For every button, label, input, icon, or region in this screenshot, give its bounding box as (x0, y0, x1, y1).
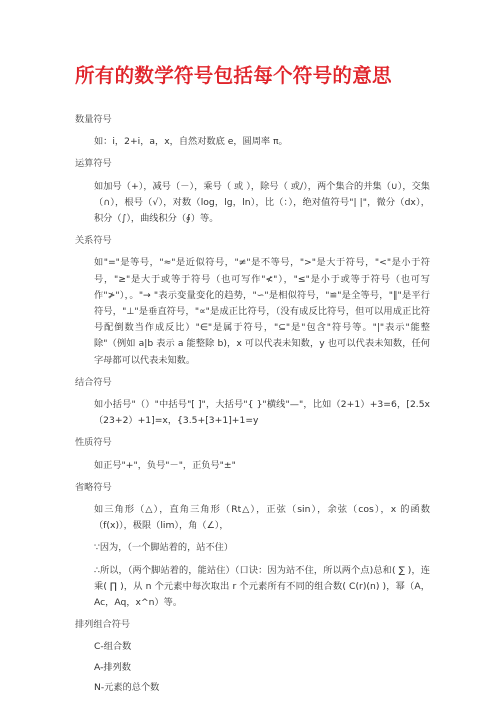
section-heading-relation: 关系符号 (75, 235, 112, 247)
section-heading-grouping: 结合符号 (75, 376, 112, 388)
section-heading-operation: 运算符号 (75, 158, 112, 170)
section-paragraph: 如加号（+），减号（－），乘号（ 或 ），除号（ 或/），两个集合的并集（∪），交集（∩），根号（√），对数（log，lg，ln），比（：），绝对值符号"| |"，微分（dx），积分（∫），曲线积分（∮）等。 (94, 180, 430, 225)
section-paragraph: 如：i，2+i，a，x，自然对数底 e，圆周率 π。 (94, 136, 288, 148)
section-paragraph: 如小括号"（）"中括号"[ ]"，大括号"{ }"横线"—"，比如（2+1）+3=6，[2.5x（23+2）+1]=x，{3.5+[3+1]+1=y (94, 399, 430, 427)
section-heading-sign: 性质符号 (75, 437, 112, 449)
section-heading-combinatorics: 排列组合符号 (75, 619, 131, 631)
section-heading-quantity: 数量符号 (75, 114, 112, 125)
section-paragraph: ∵因为，（一个脚站着的，站不住） (94, 542, 234, 554)
list-item: N-元素的总个数 (94, 681, 160, 693)
list-item: A-排列数 (94, 661, 131, 673)
section-paragraph: 如正号"+"，负号"－"，正负号"±" (94, 459, 236, 471)
section-heading-abbreviation: 省略符号 (75, 481, 112, 493)
list-item: C-组合数 (94, 641, 132, 653)
section-paragraph: 如三角形（△），直角三角形（Rt△），正弦（sin），余弦（cos），x 的函数（f(x)），极限（lim），角（∠）， (94, 504, 430, 532)
document-body (75, 112, 430, 700)
document-title: 所有的数学符号包括每个符号的意思 (75, 64, 392, 87)
section-paragraph: 如"="是等号，"≈"是近似符号，"≠"是不等号，">"是大于符号，"<"是小于符号，"≥"是大于或等于符号（也可写作"≮"），"≤"是小于或等于符号（也可写作"≯"），。"→ "表示变量变化的趋势，"∽"是相似符号，"≌"是全等号，"∥"是平行符号，"⊥"是垂直符号，"∝"是成正比符号，（没有成反比符号，但可以用成正比符号配倒数当作成反比）"∈"是属于符号，"⊆"是"包含"符号等。"|"表示"能整除"（例如 a|b 表示 a 能整除 b)，x 可以代表未知数，y 也可以代表未知数，任何字母都可以代表未知数。 (94, 257, 430, 366)
section-paragraph: ∴所以，（两个脚站着的，能站住）（口诀：因为站不住，所以两个点)总和( ∑ )，连乘( ∏ )，从 n 个元素中每次取出 r 个元素所有不同的组合数( C(r)(n) )，幂（A，Ac，Aq，x^n）等。 (94, 564, 430, 609)
